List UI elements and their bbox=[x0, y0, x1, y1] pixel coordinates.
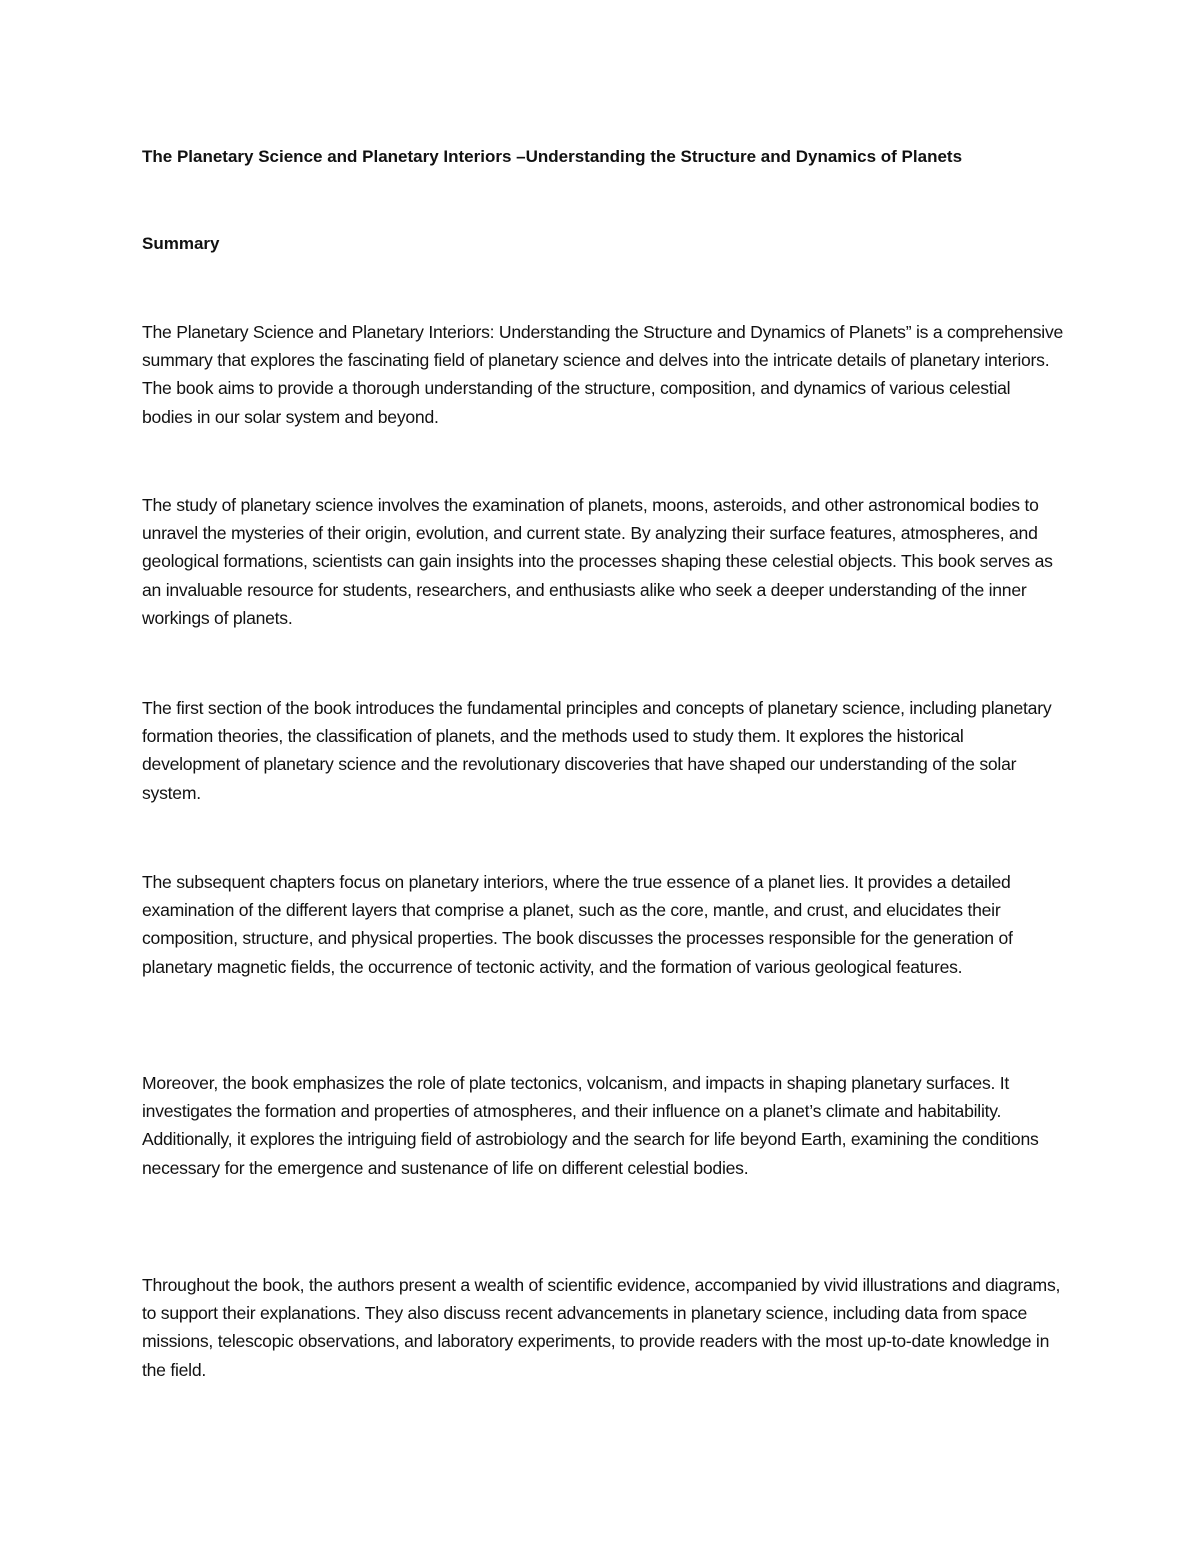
paragraph-intro: The Planetary Science and Planetary Interiors: Understanding the Structure and Dynamics of Planets” is a comprehensive summary that explores the fascinating field of planetary science and delves into the intricate details of planetary interiors. The book aims to provide a thorough understanding of the structure, composition, and dynamics of various celestial bodies in our solar system and beyond. bbox=[142, 322, 1064, 427]
document-title: The Planetary Science and Planetary Interiors –Understanding the Structure and Dynamics of Planets bbox=[142, 147, 963, 166]
paragraph-study: The study of planetary science involves the examination of planets, moons, asteroids, and other astronomical bodies to unravel the mysteries of their origin, evolution, and current state. By analyzing their surface features, atmospheres, and geological formations, scientists can gain insights into the processes shaping these celestial objects. This book serves as an invaluable resource for students, researchers, and enthusiasts alike who seek a deeper understanding of the inner workings of planets. bbox=[142, 495, 1053, 628]
paragraph-evidence: Throughout the book, the authors present a wealth of scientific evidence, accompanied by vivid illustrations and diagrams, to support their explanations. They also discuss recent advancements in planetary science, including data from space missions, telescopic observations, and laboratory experiments, to provide readers with the most up-to-date knowledge in the field. bbox=[142, 1275, 1061, 1380]
paragraph-interiors: The subsequent chapters focus on planetary interiors, where the true essence of a planet lies. It provides a detailed examination of the different layers that comprise a planet, such as the core, mantle, and crust, and elucidates their composition, structure, and physical properties. The book discusses the processes responsible for the generation of planetary magnetic fields, the occurrence of tectonic activity, and the formation of various geological features. bbox=[142, 872, 1013, 977]
summary-heading: Summary bbox=[142, 234, 220, 253]
paragraph-surfaces: Moreover, the book emphasizes the role of plate tectonics, volcanism, and impacts in shaping planetary surfaces. It investigates the formation and properties of atmospheres, and their influence on a planet’s climate and habitability. Additionally, it explores the intriguing field of astrobiology and the search for life beyond Earth, examining the conditions necessary for the emergence and sustenance of life on different celestial bodies. bbox=[142, 1073, 1039, 1178]
paragraph-first-section: The first section of the book introduces the fundamental principles and concepts of planetary science, including planetary formation theories, the classification of planets, and the methods used to study them. It explores the historical development of planetary science and the revolutionary discoveries that have shaped our understanding of the solar system. bbox=[142, 698, 1052, 803]
